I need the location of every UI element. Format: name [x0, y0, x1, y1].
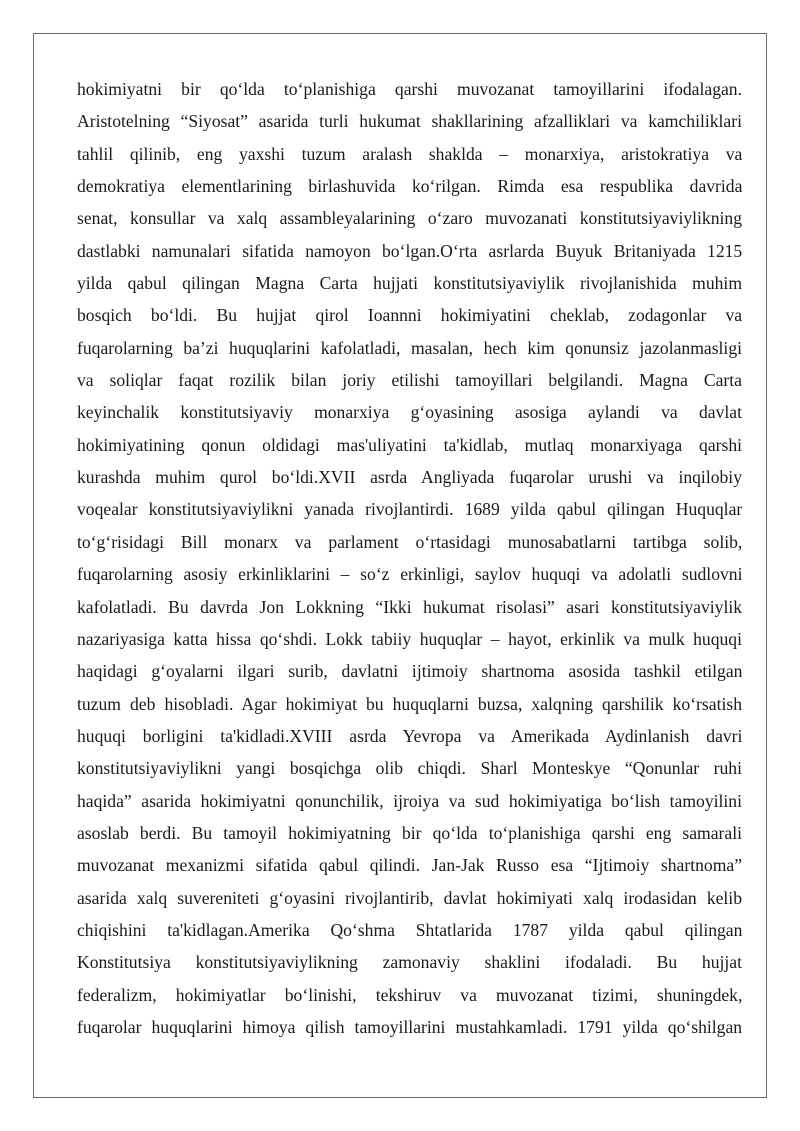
- text-line: kurashda muhim qurol bo‘ldi.XVII asrda Angliyada fuqarolar urushi va inqilobiy: [77, 467, 742, 488]
- text-line: to‘g‘risidagi Bill monarx va parlament o‘rtasidagi munosabatlarni tartibga solib,: [77, 531, 742, 552]
- text-line: nazariyasiga katta hissa qo‘shdi. Lokk tabiiy huquqlar – hayot, erkinlik va mulk huquqi: [77, 628, 742, 649]
- text-line: dastlabki namunalari sifatida namoyon bo‘lgan.O‘rta asrlarda Buyuk Britaniyada 1215: [77, 240, 742, 261]
- text-line: asarida xalq suvereniteti g‘oyasini rivojlantirib, davlat hokimiyati xalq irodasidan kelib: [77, 887, 742, 908]
- text-line: fuqarolar huquqlarini himoya qilish tamoyillarini mustahkamladi. 1791 yilda qo‘shilgan: [77, 1016, 742, 1037]
- text-line: kafolatladi. Bu davrda Jon Lokkning “Ikki hukumat risolasi” asari konstitutsiyaviylik: [77, 596, 742, 617]
- text-line: asoslab berdi. Bu tamoyil hokimiyatning bir qo‘lda to‘planishiga qarshi eng samarali: [77, 822, 742, 843]
- text-line: chiqishini ta'kidlagan.Amerika Qo‘shma Shtatlarida 1787 yilda qabul qilingan: [77, 919, 742, 940]
- text-line: Konstitutsiya konstitutsiyaviylikning zamonaviy shaklini ifodaladi. Bu hujjat: [77, 952, 742, 973]
- text-line: federalizm, hokimiyatlar bo‘linishi, tekshiruv va muvozanat tizimi, shuningdek,: [77, 984, 742, 1005]
- text-line: huquqi borligini ta'kidladi.XVIII asrda Yevropa va Amerikada Aydinlanish davri: [77, 725, 742, 746]
- text-line: hokimiyatining qonun oldidagi mas'uliyatini ta'kidlab, mutlaq monarxiyaga qarshi: [77, 434, 742, 455]
- text-line: Aristotelning “Siyosat” asarida turli hukumat shakllarining afzalliklari va kamchiliklari: [77, 111, 742, 132]
- text-line: haqidagi g‘oyalarni ilgari surib, davlatni ijtimoiy shartnoma asosida tashkil etilgan: [77, 661, 742, 682]
- document-body-text: [77, 73, 742, 1043]
- text-line: tuzum deb hisobladi. Agar hokimiyat bu huquqlarni buzsa, xalqning qarshilik ko‘rsatish: [77, 693, 742, 714]
- text-line: fuqarolarning asosiy erkinliklarini – so‘z erkinligi, saylov huquqi va adolatli sudlovni: [77, 564, 742, 585]
- text-line: va soliqlar faqat rozilik bilan joriy etilishi tamoyillari belgilandi. Magna Carta: [77, 370, 742, 391]
- text-line: senat, konsullar va xalq assambleyalarining o‘zaro muvozanati konstitutsiyaviylikning: [77, 208, 742, 229]
- text-line: tahlil qilinib, eng yaxshi tuzum aralash shaklda – monarxiya, aristokratiya va: [77, 143, 742, 164]
- text-line: keyinchalik konstitutsiyaviy monarxiya g‘oyasining asosiga aylandi va davlat: [77, 402, 742, 423]
- text-line: hokimiyatni bir qo‘lda to‘planishiga qarshi muvozanat tamoyillarini ifodalagan.: [77, 79, 742, 99]
- text-line: fuqarolarning ba’zi huquqlarini kafolatladi, masalan, hech kim qonunsiz jazolanmasligi: [77, 337, 742, 358]
- text-line: bosqich bo‘ldi. Bu hujjat qirol Ioannni hokimiyatini cheklab, zodagonlar va: [77, 305, 742, 326]
- text-line: haqida” asarida hokimiyatni qonunchilik, ijroiya va sud hokimiyatiga bo‘lish tamoyilini: [77, 790, 742, 811]
- text-line: muvozanat mexanizmi sifatida qabul qilindi. Jan-Jak Russo esa “Ijtimoiy shartnoma”: [77, 855, 742, 876]
- text-line: yilda qabul qilingan Magna Carta hujjati konstitutsiyaviylik rivojlanishida muhim: [77, 273, 742, 294]
- text-line: demokratiya elementlarining birlashuvida ko‘rilgan. Rimda esa respublika davrida: [77, 176, 742, 197]
- text-line: voqealar konstitutsiyaviylikni yanada rivojlantirdi. 1689 yilda qabul qilingan Huquqlar: [77, 499, 742, 520]
- text-line: konstitutsiyaviylikni yangi bosqichga olib chiqdi. Sharl Monteskye “Qonunlar ruhi: [77, 758, 742, 779]
